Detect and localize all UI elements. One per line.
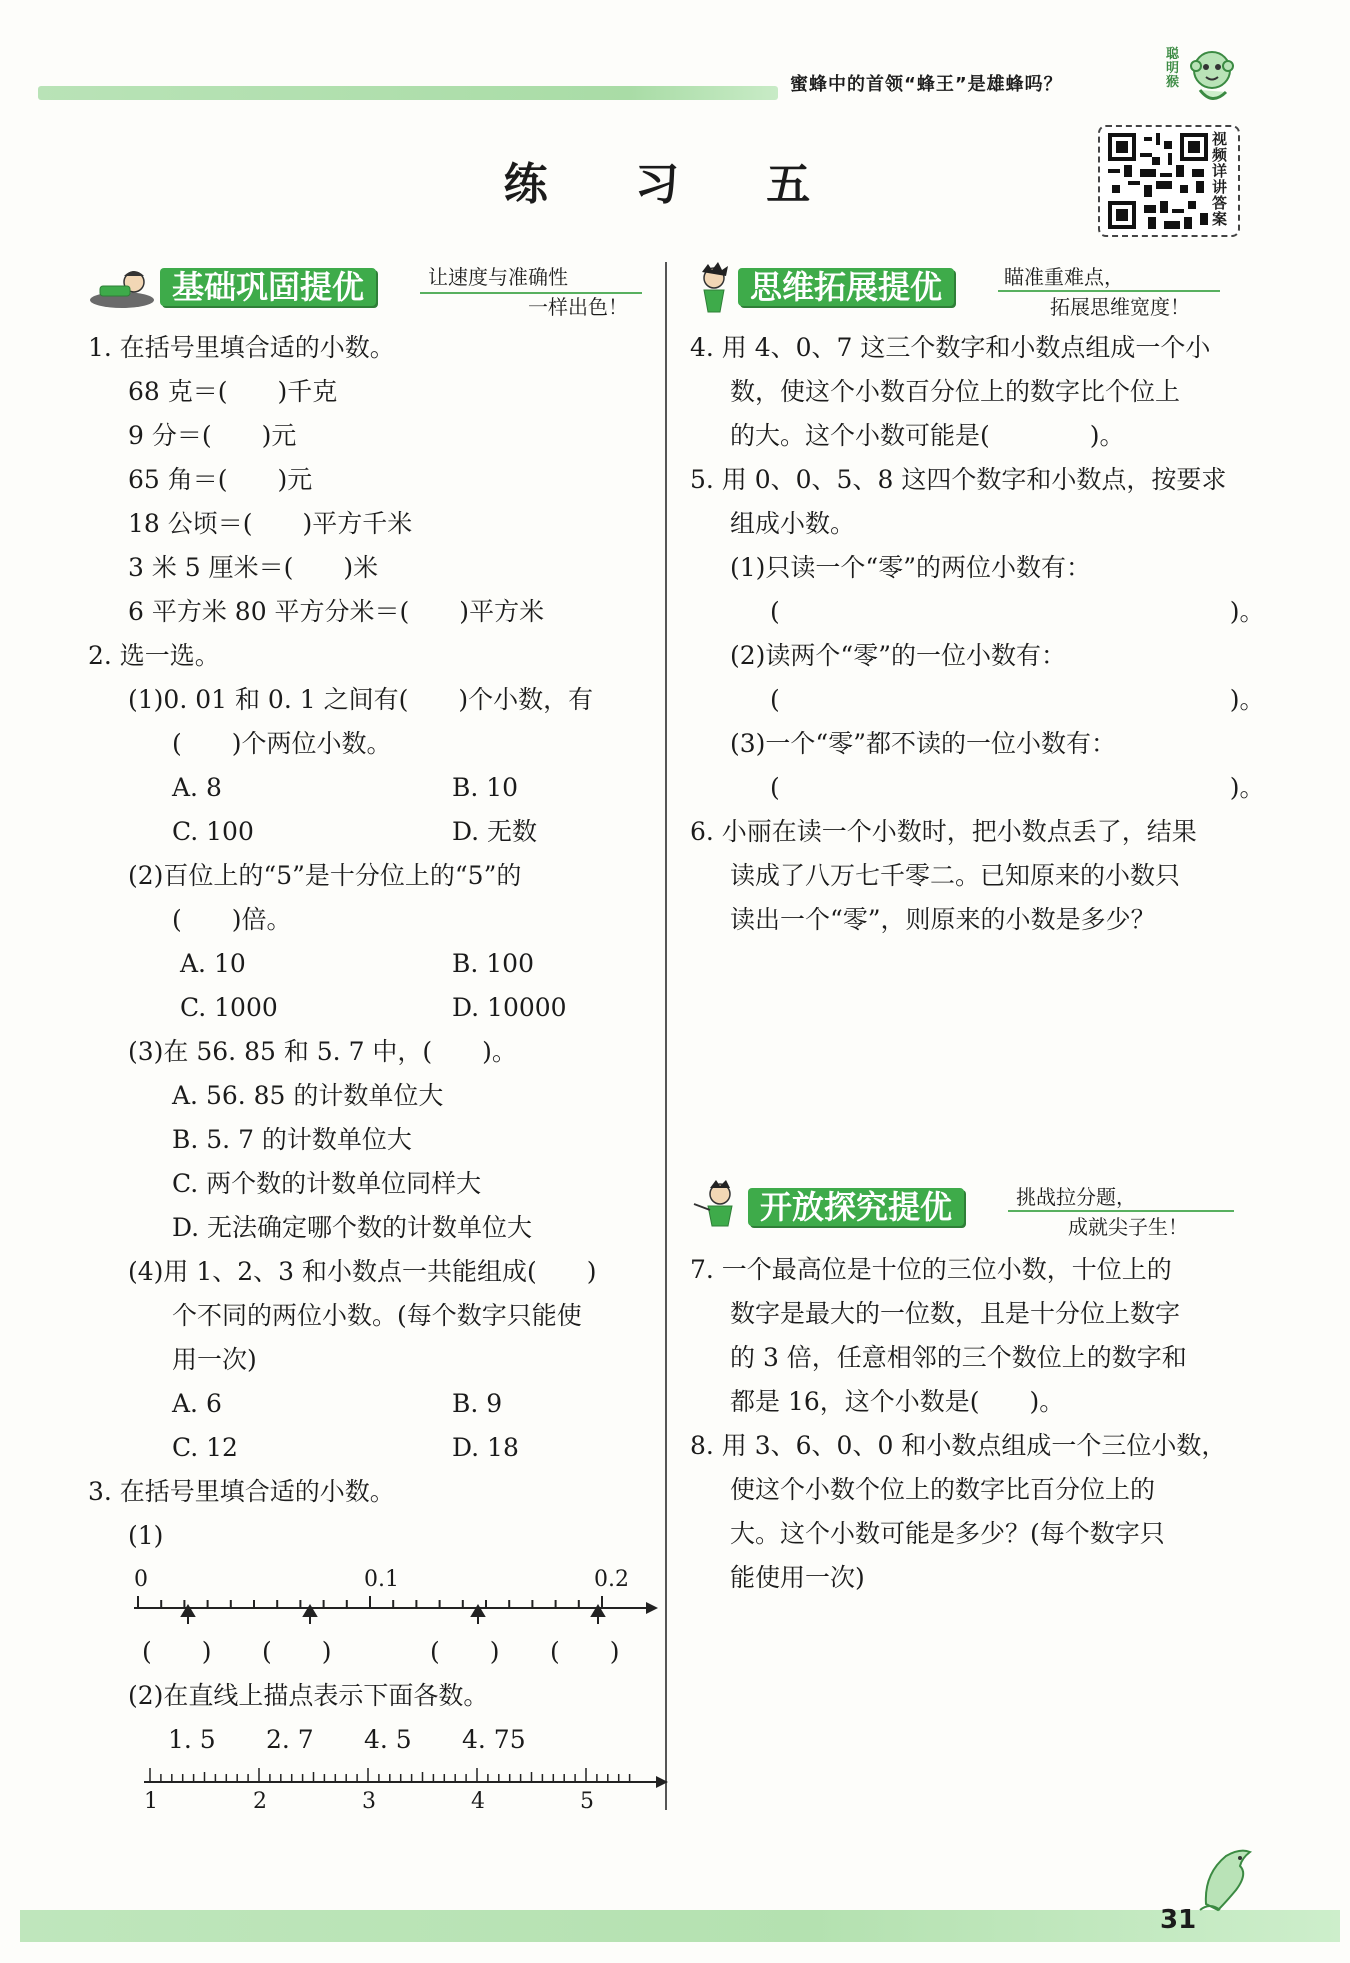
number-line-2-label-3: 3 xyxy=(362,1789,376,1814)
question-5-2: (2)读两个“零”的一位小数有： xyxy=(730,641,1066,670)
question-5-cont: 组成小数。 xyxy=(730,509,856,538)
section-basic-slogan-1: 让速度与准确性 xyxy=(428,265,568,289)
option-2-1-a: A. 8 xyxy=(172,773,222,802)
explorer-mascot-icon xyxy=(690,1180,746,1232)
section-thinking-slogan-1: 瞄准重难点， xyxy=(1004,265,1124,289)
question-2-4-cont: 个不同的两位小数。(每个数字只能使 xyxy=(172,1301,582,1330)
section-explore-label: 开放探究提优 xyxy=(748,1188,964,1226)
number-line-1-label-0: 0 xyxy=(134,1567,148,1592)
question-2-4: (4)用 1、2、3 和小数点一共能组成( ) xyxy=(128,1257,597,1286)
footer-band xyxy=(20,1910,1340,1942)
number-line-1-blank-3[interactable]: ( ) xyxy=(430,1637,500,1666)
section-basic-slogan-2: 一样出色！ xyxy=(528,295,628,319)
question-1c: 65 角＝( )元 xyxy=(128,465,313,494)
header-question: 蜜蜂中的首领“蜂王”是雄蜂吗？ xyxy=(790,74,1063,95)
question-7-cont3: 都是 16，这个小数是( )。 xyxy=(730,1387,1065,1416)
question-5-1: (1)只读一个“零”的两位小数有： xyxy=(730,553,1091,582)
question-6-cont2: 读出一个“零”，则原来的小数是多少？ xyxy=(730,905,1156,934)
number-line-2-label-5: 5 xyxy=(580,1789,594,1814)
page-title: 练 习 五 xyxy=(503,159,847,210)
section-thinking-label: 思维拓展提优 xyxy=(738,268,954,306)
number-line-1-blank-4[interactable]: ( ) xyxy=(550,1637,620,1666)
monkey-mascot-icon xyxy=(1166,40,1240,110)
question-2-1: (1)0. 01 和 0. 1 之间有( )个小数，有 xyxy=(128,685,594,714)
option-2-1-d: D. 无数 xyxy=(452,817,538,846)
number-line-1-label-0.2: 0.2 xyxy=(594,1567,629,1592)
section-explore-slogan-2: 成就尖子生！ xyxy=(1068,1215,1188,1239)
dolphin-icon xyxy=(1196,1844,1260,1914)
column-divider xyxy=(665,262,667,1810)
plot-number-4: 4. 75 xyxy=(462,1725,526,1754)
question-4-cont2: 的大。这个小数可能是( )。 xyxy=(730,421,1125,450)
section-explore-slogan-1: 挑战拉分题， xyxy=(1016,1185,1136,1209)
number-line-2-label-4: 4 xyxy=(471,1789,485,1814)
number-line-1-blank-1[interactable]: ( ) xyxy=(142,1637,212,1666)
question-7: 7. 一个最高位是十位的三位小数，十位上的 xyxy=(690,1255,1172,1284)
option-2-4-c: C. 12 xyxy=(172,1433,238,1462)
option-2-4-b: B. 9 xyxy=(452,1389,503,1418)
option-2-3-b: B. 5. 7 的计数单位大 xyxy=(172,1125,412,1154)
question-1f: 6 平方米 80 平方分米＝( )平方米 xyxy=(128,597,545,626)
answer-blank-5-3[interactable]: ( )。 xyxy=(770,773,1265,802)
question-2-4-cont2: 用一次) xyxy=(172,1345,257,1374)
option-2-2-c: C. 1000 xyxy=(180,993,278,1022)
number-line-2-label-1: 1 xyxy=(144,1789,158,1814)
option-2-1-b: B. 10 xyxy=(452,773,519,802)
question-2-2: (2)百位上的“5”是十分位上的“5”的 xyxy=(128,861,522,890)
question-1d: 18 公顷＝( )平方千米 xyxy=(128,509,413,538)
number-line-1-label-0.1: 0.1 xyxy=(364,1567,399,1592)
question-6: 6. 小丽在读一个小数时，把小数点丢了，结果 xyxy=(690,817,1197,846)
qr-label: 视频详讲答案 xyxy=(1212,130,1228,228)
header-band xyxy=(38,86,778,100)
number-line-1-blank-2[interactable]: ( ) xyxy=(262,1637,332,1666)
option-2-2-d: D. 10000 xyxy=(452,993,567,1022)
question-8-cont: 使这个小数个位上的数字比百分位上的 xyxy=(730,1475,1156,1504)
question-3: 3. 在括号里填合适的小数。 xyxy=(88,1477,395,1506)
plot-number-2: 2. 7 xyxy=(266,1725,314,1754)
option-2-4-a: A. 6 xyxy=(172,1389,222,1418)
option-2-2-b: B. 100 xyxy=(452,949,534,978)
question-4: 4. 用 4、0、7 这三个数字和小数点组成一个小 xyxy=(690,333,1211,362)
question-3-1: (1) xyxy=(128,1521,164,1550)
question-5: 5. 用 0、0、5、8 这四个数字和小数点，按要求 xyxy=(690,465,1227,494)
reader-mascot-icon xyxy=(86,266,160,310)
plot-number-3: 4. 5 xyxy=(364,1725,412,1754)
question-8-cont2: 大。这个小数可能是多少？(每个数字只 xyxy=(730,1519,1165,1548)
question-2-2-cont: ( )倍。 xyxy=(172,905,292,934)
question-3-2: (2)在直线上描点表示下面各数。 xyxy=(128,1681,489,1710)
question-7-cont2: 的 3 倍，任意相邻的三个数位上的数字和 xyxy=(730,1343,1187,1372)
section-thinking-slogan-2: 拓展思维宽度！ xyxy=(1050,295,1190,319)
plot-number-1: 1. 5 xyxy=(168,1725,216,1754)
option-2-4-d: D. 18 xyxy=(452,1433,519,1462)
question-6-cont: 读成了八万七千零二。已知原来的小数只 xyxy=(730,861,1181,890)
question-2-3: (3)在 56. 85 和 5. 7 中，( )。 xyxy=(128,1037,517,1066)
section-basic-label: 基础巩固提优 xyxy=(160,268,376,306)
qr-code-icon xyxy=(1108,133,1208,229)
option-2-1-c: C. 100 xyxy=(172,817,254,846)
option-2-3-a: A. 56. 85 的计数单位大 xyxy=(172,1081,444,1110)
option-2-3-c: C. 两个数的计数单位同样大 xyxy=(172,1169,482,1198)
qr-code[interactable] xyxy=(1098,125,1240,237)
question-1a: 68 克＝( )千克 xyxy=(128,377,338,406)
number-line-2-label-2: 2 xyxy=(253,1789,267,1814)
page-number: 31 xyxy=(1160,1905,1197,1935)
question-1: 1. 在括号里填合适的小数。 xyxy=(88,333,395,362)
question-1e: 3 米 5 厘米＝( )米 xyxy=(128,553,379,582)
mascot-label: 聪明猴 xyxy=(1166,47,1180,90)
question-4-cont: 数，使这个小数百分位上的数字比个位上 xyxy=(730,377,1181,406)
thinker-mascot-icon xyxy=(690,262,740,318)
question-8: 8. 用 3、6、0、0 和小数点组成一个三位小数， xyxy=(690,1431,1227,1460)
question-1b: 9 分＝( )元 xyxy=(128,421,297,450)
question-2-1-cont: ( )个两位小数。 xyxy=(172,729,392,758)
question-2: 2. 选一选。 xyxy=(88,641,220,670)
answer-blank-5-2[interactable]: ( )。 xyxy=(770,685,1265,714)
answer-blank-5-1[interactable]: ( )。 xyxy=(770,597,1265,626)
question-8-cont3: 能使用一次) xyxy=(730,1563,865,1592)
option-2-3-d: D. 无法确定哪个数的计数单位大 xyxy=(172,1213,533,1242)
question-7-cont: 数字是最大的一位数，且是十分位上数字 xyxy=(730,1299,1181,1328)
question-5-3: (3)一个“零”都不读的一位小数有： xyxy=(730,729,1116,758)
option-2-2-a: A. 10 xyxy=(180,949,246,978)
